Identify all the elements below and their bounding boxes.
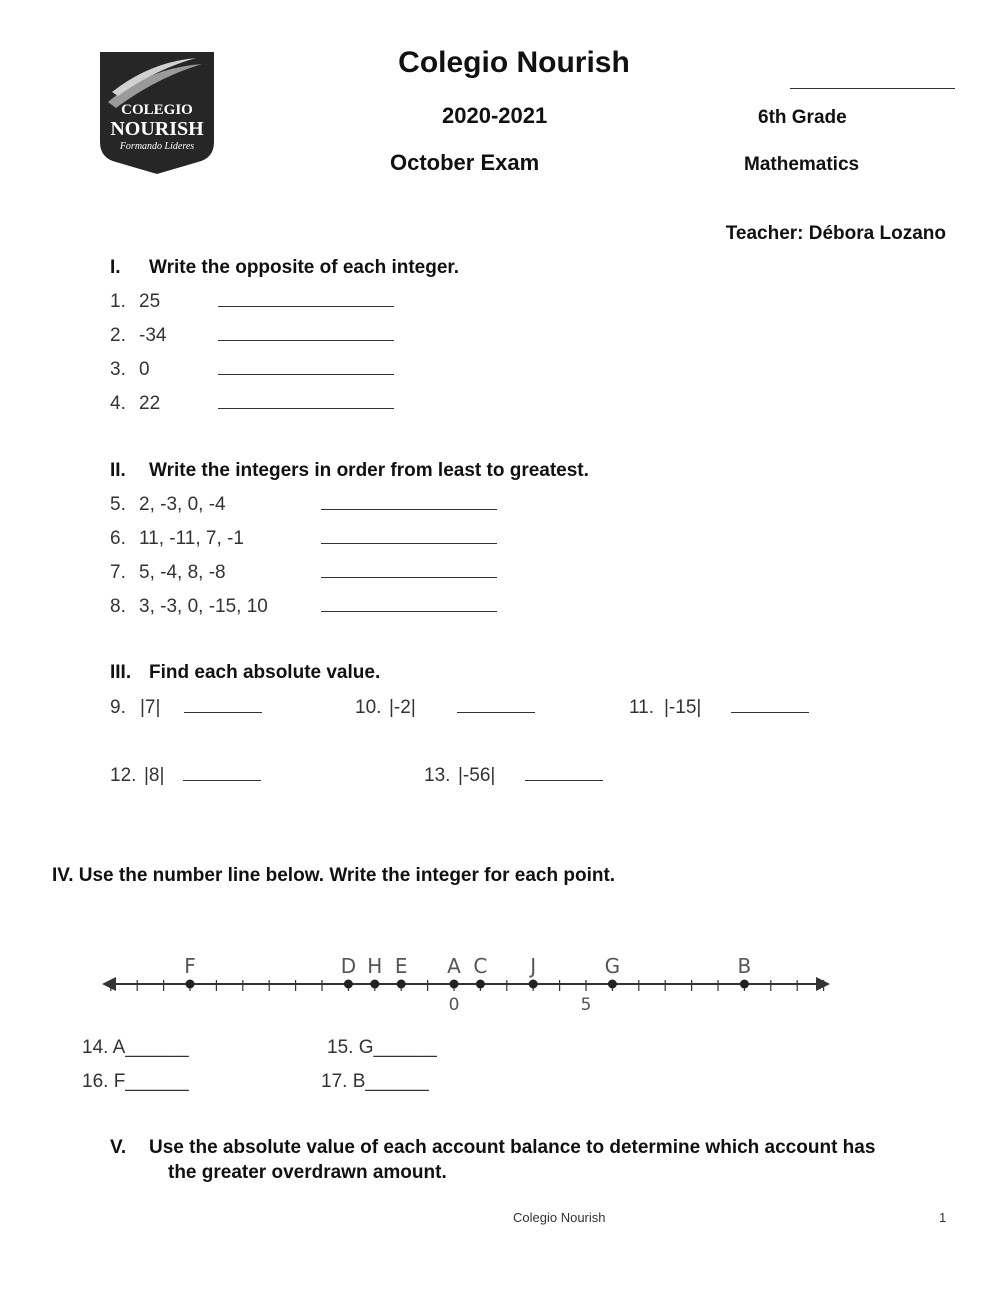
number-line-point-j xyxy=(529,980,538,989)
answer-blank[interactable] xyxy=(218,358,394,375)
question-3 xyxy=(110,358,394,381)
question-17: 17. B______ xyxy=(321,1071,429,1092)
number-line-point-b xyxy=(740,980,749,989)
section-5-title-line2: the greater overdrawn amount. xyxy=(168,1162,447,1183)
school-year: 2020-2021 xyxy=(442,103,548,128)
question-number: 9. xyxy=(110,697,126,718)
question-10 xyxy=(355,696,535,719)
number-line-point-g xyxy=(608,980,617,989)
logo-text-colegio: COLEGIO xyxy=(121,102,193,118)
number-line-label-c: C xyxy=(473,954,488,978)
teacher-name: Teacher: Débora Lozano xyxy=(725,223,946,244)
number-line-label-h: H xyxy=(367,954,383,978)
section-1-roman: I. xyxy=(110,257,121,278)
question-6 xyxy=(110,527,497,550)
question-number: 6. xyxy=(110,528,126,549)
question-number: 13. xyxy=(424,765,451,786)
question-5 xyxy=(110,493,497,516)
section-3-heading xyxy=(110,662,380,684)
page-title: Colegio Nourish xyxy=(398,46,630,79)
question-7 xyxy=(110,561,497,584)
question-number: 8. xyxy=(110,596,126,617)
section-5-title-line1: Use the absolute value of each account balance to determine which account has xyxy=(149,1137,876,1158)
question-number: 12. xyxy=(110,765,137,786)
number-line-point-f xyxy=(186,980,195,989)
question-16: 16. F______ xyxy=(82,1071,189,1092)
section-4-heading: IV. Use the number line below. Write the integer for each point. xyxy=(52,865,616,886)
grade-label: 6th Grade xyxy=(758,107,847,128)
question-14: 14. A______ xyxy=(82,1037,189,1058)
number-line-point-e xyxy=(397,980,406,989)
answer-blank[interactable] xyxy=(731,696,809,713)
answer-blank[interactable] xyxy=(218,324,394,341)
section-5-heading xyxy=(110,1137,875,1159)
page-number: 1 xyxy=(939,1210,947,1225)
answer-blank[interactable] xyxy=(457,696,535,713)
exam-name: October Exam xyxy=(390,150,540,175)
logo-text-nourish: NOURISH xyxy=(110,118,204,140)
answer-blank[interactable] xyxy=(321,595,497,612)
question-text: |-15| xyxy=(664,697,702,718)
section-2-heading xyxy=(110,460,589,482)
question-number: 7. xyxy=(110,562,126,583)
number-line-label-f: F xyxy=(184,954,196,978)
question-13 xyxy=(424,764,603,787)
question-4 xyxy=(110,392,394,415)
question-number: 11. xyxy=(629,697,655,718)
number-line-label-a: A xyxy=(447,954,461,978)
answer-blank[interactable] xyxy=(218,392,394,409)
question-12 xyxy=(110,764,261,787)
question-2 xyxy=(110,324,394,347)
section-2-title: Write the integers in order from least to greatest. xyxy=(149,460,589,481)
question-9 xyxy=(110,696,262,719)
question-text: |-2| xyxy=(389,697,416,718)
number-line-label-b: B xyxy=(737,954,752,978)
number-line-tick-label: 0 xyxy=(448,995,460,1015)
number-line-point-d xyxy=(344,980,353,989)
left-arrow-icon xyxy=(102,977,116,991)
footer-school-name: Colegio Nourish xyxy=(513,1210,606,1225)
number-line-tick-label: 5 xyxy=(580,995,592,1015)
logo-tagline: Formando Líderes xyxy=(119,141,195,152)
number-line-label-g: G xyxy=(604,954,621,978)
name-blank-line xyxy=(790,88,955,89)
section-3-roman: III. xyxy=(110,662,132,683)
question-number: 2. xyxy=(110,325,126,346)
number-line xyxy=(96,950,836,1020)
question-number: 4. xyxy=(110,393,126,414)
question-text: 11, -11, 7, -1 xyxy=(139,528,244,549)
question-text: 2, -3, 0, -4 xyxy=(139,494,226,515)
question-number: 3. xyxy=(110,359,126,380)
section-1-heading xyxy=(110,257,459,279)
number-line-label-j: J xyxy=(530,954,537,978)
number-line-point-a xyxy=(450,980,459,989)
answer-blank[interactable] xyxy=(218,290,394,307)
number-line-point-c xyxy=(476,980,485,989)
answer-blank[interactable] xyxy=(525,764,603,781)
question-11 xyxy=(629,696,809,719)
question-text: 22 xyxy=(139,393,161,414)
number-line-point-h xyxy=(370,980,379,989)
number-line-label-e: E xyxy=(394,954,408,978)
question-text: 25 xyxy=(139,291,161,312)
question-text: 0 xyxy=(139,359,150,380)
question-text: 5, -4, 8, -8 xyxy=(139,562,226,583)
subject-label: Mathematics xyxy=(744,154,860,175)
question-number: 5. xyxy=(110,494,126,515)
question-text: |-56| xyxy=(458,765,496,786)
question-15: 15. G______ xyxy=(327,1037,437,1058)
question-1 xyxy=(110,290,394,313)
answer-blank[interactable] xyxy=(321,527,497,544)
question-text: -34 xyxy=(139,325,167,346)
section-5-roman: V. xyxy=(110,1137,127,1158)
question-text: |7| xyxy=(140,697,161,718)
number-line-label-d: D xyxy=(340,954,357,978)
answer-blank[interactable] xyxy=(321,561,497,578)
question-number: 10. xyxy=(355,697,382,718)
section-3-title: Find each absolute value. xyxy=(149,662,381,683)
section-1-title: Write the opposite of each integer. xyxy=(149,257,460,278)
section-2-roman: II. xyxy=(110,460,126,481)
answer-blank[interactable] xyxy=(183,764,261,781)
question-8 xyxy=(110,595,497,618)
question-text: |8| xyxy=(144,765,165,786)
question-number: 1. xyxy=(110,291,126,312)
answer-blank[interactable] xyxy=(321,493,497,510)
answer-blank[interactable] xyxy=(184,696,262,713)
question-text: 3, -3, 0, -15, 10 xyxy=(139,596,268,617)
